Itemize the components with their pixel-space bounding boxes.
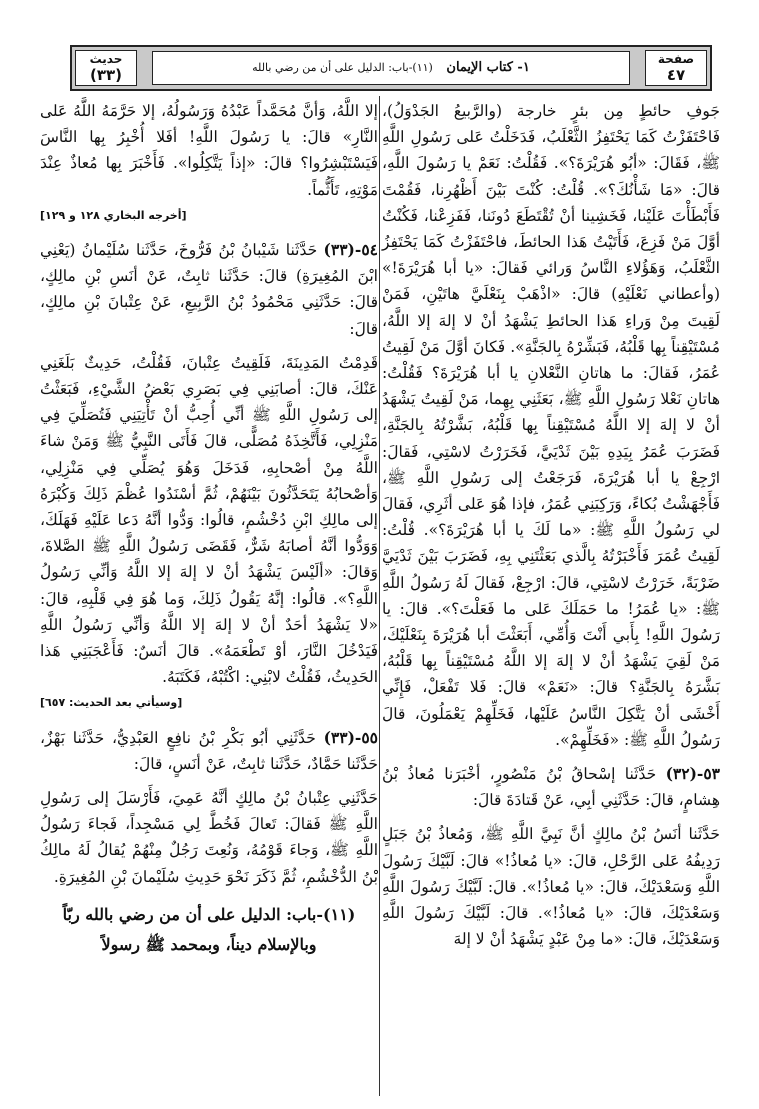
hadith-isnad-block [40, 725, 378, 777]
hadith-reference: [وسيأتي بعد الحديث: ٦٥٧] [40, 696, 183, 710]
right-column [382, 98, 720, 1098]
hadith-isnad [40, 237, 378, 342]
hadith-text-block [382, 98, 720, 753]
column-divider [379, 96, 380, 1096]
hadith-reference: [أخرجه البخاري ١٢٨ و ١٢٩] [40, 208, 187, 222]
hadith-text: قَدِمْتُ المَدِينَةَ، فَلَقِيتُ عِتْبانَ، فَقُلْتُ، حَدِيثٌ بَلَغَنِي عَنْكَ، قالَ: أصابَنِي فِي بَصَرِي بَعْضُ الشَّيْءِ، فَبَعَثْتُ إلى رَسُولِ اللَّهِ ﷺ أنِّي أُحِبُّ أنْ تَأْتِيَنِي فَتُصَلِّيَ فِي مَنْزِلِي، فَأَتَّخِذَهُ مُصَلًّى، قالَ فَأَتَى النَّبِيُّ ﷺ وَمَنْ شاءَ اللَّهُ مِنْ أصْحابِهِ، فَدَخَلَ وَهُوَ يُصَلِّي فِي مَنْزِلِي، وَأصْحابُهُ يَتَحَدَّثُونَ بَيْنَهُمْ، ثُمَّ أسْنَدُوا عُظْمَ ذَلِكَ وَكُبْرَهُ إلى مالِكِ ابْنِ دُخْشُمٍ، قالُوا: وَدُّوا أنَّهُ دَعا عَلَيْهِ فَهَلَكَ، وَوَدُّوا أنَّهُ أصابَهُ شَرٌّ، فَقَضَى رَسُولُ اللَّهِ ﷺ الصَّلاةَ، وَقالَ: «ألَيْسَ يَشْهَدُ أنْ لا إلهَ إلا اللَّهُ وَأنِّي رَسُولُ اللَّهِ؟». قالُوا: إنَّهُ يَقُولُ ذَلِكَ، وَما هُوَ فِي قَلْبِهِ، قالَ: «لا يَشْهَدُ أحَدٌ أنْ لا إلهَ إلا اللَّهُ وَأنِّي رَسُولُ اللَّهِ فَيَدْخُلَ النَّارَ، أوْ تَطْعَمَهُ». قالَ أنَسٌ: فَأَعْجَبَنِي هَذا الحَدِيثُ، فَقُلْتُ لابْنِي: اكْتُبْهُ، فَكَتَبَهُ. [40, 353, 378, 687]
page-number: ٤٧ [666, 66, 686, 84]
hadith-number-label: ٥٣-(٣٢) [665, 764, 720, 784]
book-title: ١- كتاب الإيمان [446, 60, 530, 75]
hadith-number-label: ٥٤-(٣٣) [323, 240, 378, 260]
chapter-title: (١١)-باب: الدليل على أن من رضي بالله [252, 61, 433, 74]
hadith-isnad [40, 725, 378, 777]
page-number-box [645, 50, 707, 86]
running-title [152, 51, 630, 85]
page-label: صفحة [657, 52, 695, 66]
hadith-text: إلا اللَّهُ، وَأنَّ مُحَمَّداً عَبْدُهُ وَرَسُولُهُ، إلا حَرَّمَهُ اللَّهُ عَلى النَّارِ» قالَ: يا رَسُولَ اللَّهِ! أفَلا أُخْبِرُ بِها النَّاسَ فَيَسْتَبْشِرُوا؟ قالَ: «إذاً يَتَّكِلُوا». فَأَخْبَرَ بِها مُعاذٌ عِنْدَ مَوْتِهِ، تَأَثُّماً. [40, 102, 378, 199]
hadith-text-block [382, 821, 720, 952]
hadith-text-block [40, 350, 378, 717]
isnad-text: حَدَّثَنا إسْحاقُ بْنُ مَنْصُورٍ، أخْبَرَنا مُعاذُ بْنُ هِشامٍ، قالَ: حَدَّثَنِي أبِي، عَنْ قَتادَةَ قالَ: [382, 765, 720, 810]
hadith-isnad [382, 761, 720, 813]
hadith-text: حَدَّثَنا أنَسُ بْنُ مالِكٍ أنَّ نَبِيَّ اللَّهِ ﷺ، وَمُعاذُ بْنُ جَبَلٍ رَدِيفُهُ عَلى الرَّحْلِ، قالَ: «يا مُعاذُ!» قالَ: لَبَّيْكَ رَسُولَ اللَّهِ وَسَعْدَيْكَ، قالَ: «يا مُعاذُ!». قالَ: لَبَّيْكَ رَسُولَ اللَّهِ وَسَعْدَيْكَ، قالَ: «يا مُعاذُ!». قالَ: لَبَّيْكَ رَسُولَ اللَّهِ وَسَعْدَيْكَ، قالَ: «ما مِنْ عَبْدٍ يَشْهَدُ أنْ لا إلهَ [382, 825, 720, 949]
isnad-text: حَدَّثَنا شَيْبانُ بْنُ فَرُّوخَ، حَدَّثَنا سُلَيْمانُ (يَعْنِي ابْنَ المُغِيرَةِ) قالَ: حَدَّثَنا ثابِتٌ، عَنْ أنَسِ بْنِ مالِكٍ، قالَ: حَدَّثَنِي مَحْمُودُ بْنُ الرَّبِيعِ، عَنْ عِتْبانَ بْنِ مالِكٍ، قالَ: [40, 241, 378, 338]
isnad-text: حَدَّثَنِي أبُو بَكْرِ بْنُ نافِعٍ العَبْدِيُّ، حَدَّثَنا بَهْزٌ، حَدَّثَنا حَمَّادٌ، حَدَّثَنا ثابِتٌ، عَنْ أنَسٍ، قالَ: [40, 728, 378, 773]
hadith-label: حديث [89, 52, 123, 66]
hadith-text: جَوفِ حائطٍ مِن بئرٍ خارجة (والرَّبيعُ الجَدْوَلُ)، فَاحْتَفَزْتُ كَمَا يَحْتَفِزُ الثَّعْلَبُ، فَدَخَلْتُ عَلى رَسُولِ اللَّهِ ﷺ، فَقَالَ: «أبُو هُرَيْرَةَ؟». فَقُلْتُ: نَعَمْ يا رَسُولَ اللَّهِ، قالَ: «مَا شَأْنُكَ؟». قُلْتُ: كُنْتَ بَيْنَ أَظْهُرِنا، فَقُمْتَ فَأَبْطَأْتَ عَلَيْنا، فَخَشِينا أنْ تُقْتَطَعَ دُونَنا، فَفَزِعْنا، فَكُنْتُ أوَّلَ مَنْ فَزِعَ، فَأَتَيْتُ هَذا الحائطَ، فاحْتَفَزْتُ كَمَا يَحْتَفِزُ الثَّعْلَبُ، وَهَؤُلاءِ النَّاسُ وَرائي فَقالَ: «يا أبا هُرَيْرَةَ!» (وأعطاني نَعْلَيْهِ) قالَ: «اذْهَبْ بِنَعْلَيَّ هاتَيْنِ، فَمَنْ لَقِيتَ مِنْ وَراءِ هَذا الحائطِ يَشْهَدُ أنْ لا إلهَ إلا اللَّهُ، مُسْتَيْقِناً بِها قَلْبُهُ، فَبَشِّرْهُ بِالجَنَّةِ». فَكانَ أوَّلَ مَنْ لَقِيتُ عُمَرُ، فَقالَ: ما هاتانِ النَّعْلانِ يا أبا هُرَيْرَةَ؟ فَقُلْتُ: هاتانِ نَعْلا رَسُولِ اللَّهِ ﷺ، بَعَثَنِي بِهِما، مَنْ لَقِيتُ يَشْهَدُ أنْ لا إلهَ إلا اللَّهُ مُسْتَيْقِناً بِها قَلْبُهُ، بَشَّرْتُهُ بِالجَنَّةِ، فَضَرَبَ عُمَرُ بِيَدِهِ بَيْنَ ثَدْيَيَّ، فَخَرَرْتُ لاسْتِي، فَقالَ: ارْجِعْ يا أبا هُرَيْرَةَ، فَرَجَعْتُ إلى رَسُولِ اللَّهِ ﷺ، فَأَجْهَشْتُ بُكاءً، وَرَكِبَنِي عُمَرُ، فإذا هُوَ عَلى أثَرِي، فَقالَ لي رَسُولُ اللَّهِ ﷺ: «ما لَكَ يا أبا هُرَيْرَةَ؟». قُلْتُ: لَقِيتُ عُمَرَ فَأَخْبَرْتُهُ بِالَّذي بَعَثْتَنِي بِهِ، فَضَرَبَ بَيْنَ ثَدْيَيَّ ضَرْبَةً، خَرَرْتُ لاسْتِي، قالَ: ارْجِعْ، فَقالَ لَهُ رَسُولُ اللَّهِ ﷺ: «يا عُمَرُ! ما حَمَلَكَ عَلى ما فَعَلْتَ؟». قالَ: يا رَسُولَ اللَّهِ! بِأَبي أَنْتَ وَأُمِّي، أَبَعَثْتَ أبا هُرَيْرَةَ بِنَعْلَيْكَ، مَنْ لَقِيَ يَشْهَدُ أنْ لا إلهَ إلا اللَّهُ مُسْتَيْقِناً بِها قَلْبُهُ، بَشَّرَهُ بِالجَنَّةِ؟ قالَ: «نَعَمْ» قالَ: فَلا تَفْعَلْ، فَإِنِّي أَخْشَى أنْ يَتَّكِلَ النَّاسُ عَلَيْها، فَخَلِّهِمْ يَعْمَلُونَ، قالَ رَسُولُ اللَّهِ ﷺ: «فَخَلِّهِمْ». [382, 102, 720, 749]
page-header [70, 45, 712, 91]
hadith-text: حَدَّثَنِي عِتْبانُ بْنُ مالِكٍ أنَّهُ عَمِيَ، فَأَرْسَلَ إلى رَسُولِ اللَّهِ ﷺ فَقالَ: تَعالَ فَخُطَّ لِي مَسْجِداً، فَجاءَ رَسُولُ اللَّهِ ﷺ، وَجاءَ قَوْمُهُ، وَنُعِتَ رَجُلٌ مِنْهُمْ يُقالُ لَهُ مالِكُ بْنُ الدُّخْشُمِ، ثُمَّ ذَكَرَ نَحْوَ حَدِيثِ سُلَيْمانَ بْنِ المُغِيرَةِ. [40, 789, 378, 886]
hadith-number: (٣٣) [89, 66, 123, 84]
hadith-isnad-block [40, 237, 378, 342]
hadith-number-box [75, 50, 137, 86]
hadith-text-block [40, 98, 378, 229]
hadith-text-block [40, 785, 378, 890]
hadith-isnad-block [382, 761, 720, 813]
hadith-number-label: ٥٥-(٣٣) [323, 727, 378, 747]
left-column [40, 98, 378, 1098]
chapter-heading: (١١)-باب: الدليل على أن من رضي بالله ربّاً وبالإسلام ديناً، وبمحمد ﷺ رسولاً [62, 904, 356, 954]
